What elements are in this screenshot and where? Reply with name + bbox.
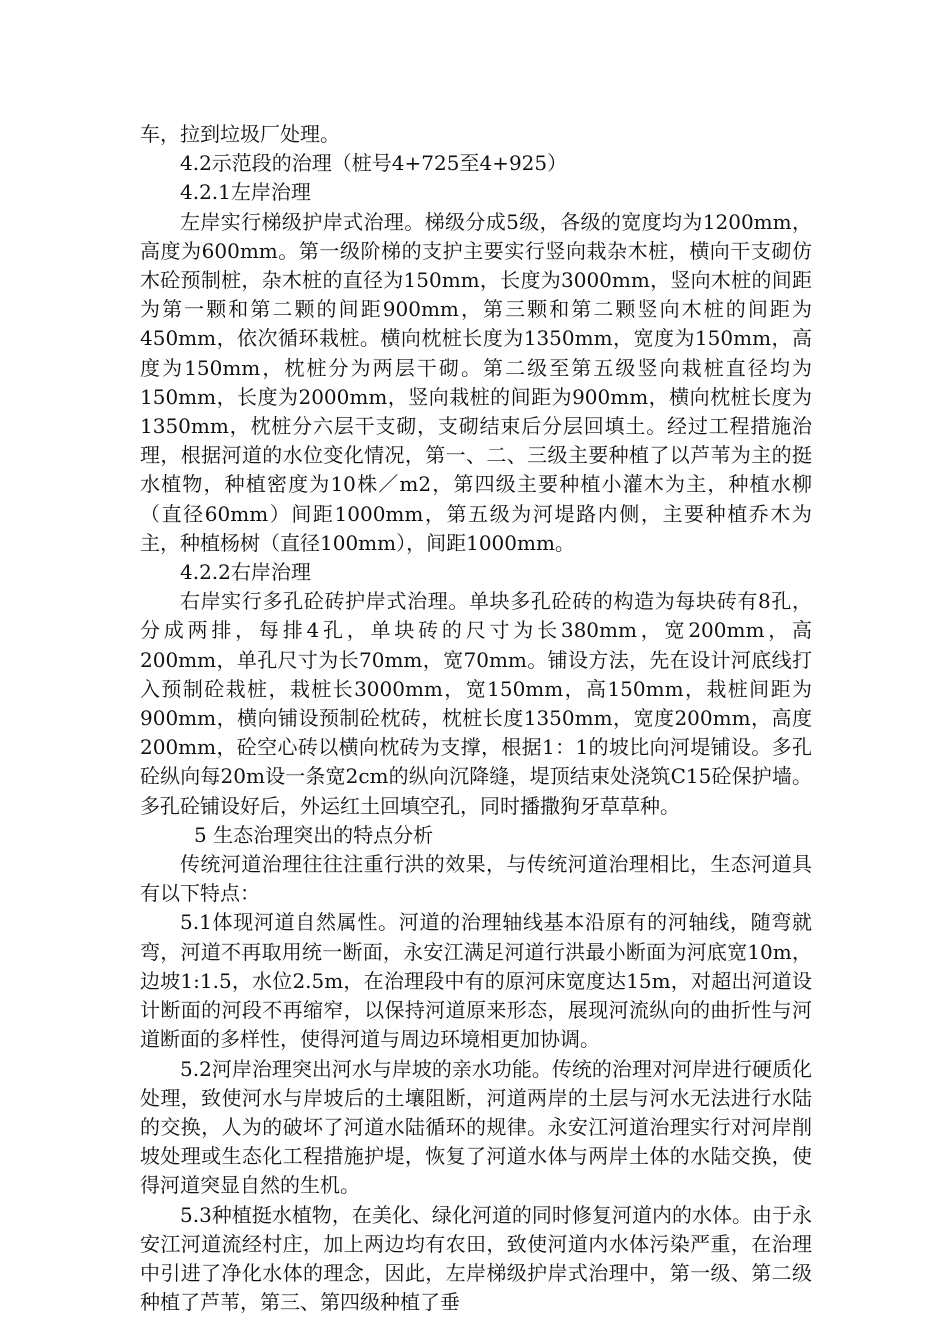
section-heading-5: 5 生态治理突出的特点分析 <box>194 822 434 847</box>
paragraph-5-3: 5.3种植挺水植物，在美化、绿化河道的同时修复河道内的水体。由于永安江河道流经村庄，加上两边均有农田，致使河道内水体污染严重，在治理中引进了净化水体的理念，因此，左岸梯级护岸式治理中，第一级、第二级种植了芦苇，第三、第四级种植了垂 <box>140 1202 812 1315</box>
paragraph-intro-features: 传统河道治理往往注重行洪的效果，与传统河道治理相比，生态河道具有以下特点： <box>140 852 812 906</box>
paragraph-right-bank: 右岸实行多孔砼砖护岸式治理。单块多孔砼砖的构造为每块砖有8孔，分成两排，每排4孔，单块砖的尺寸为长380mm，宽200mm，高200mm，单孔尺寸为长70mm，宽70mm。铺设方法，先在设计河底线打入预制砼栽桩，栽桩长3000mm，宽150mm，高150mm，栽桩间距为900mm，横向铺设预制砼枕砖，枕桩长度1350mm，宽度200mm，高度200mm，砼空心砖以横向枕砖为支撑，根据1：1的坡比向河堤铺设。多孔砼纵向每20m设一条宽2cm的纵向沉降缝，堤顶结束处浇筑C15砼保护墙。多孔砼铺设好后，外运红土回填空孔，同时播撒狗牙草草种。 <box>140 589 812 818</box>
subsection-heading-4-2-2: 4.2.2右岸治理 <box>180 560 311 585</box>
document-body <box>140 120 812 1317</box>
subsection-heading-4-2-1: 4.2.1左岸治理 <box>180 180 311 205</box>
paragraph-5-2: 5.2河岸治理突出河水与岸坡的亲水功能。传统的治理对河岸进行硬质化处理，致使河水与岸坡后的土壤阻断，河道两岸的土层与河水无法进行水陆的交换，人为的破坏了河道水陆循环的规律。永安江河道治理实行对河岸削坡处理或生态化工程措施护堤，恢复了河道水体与两岸土体的水陆交换，使得河道突显自然的生机。 <box>140 1056 812 1198</box>
paragraph-continuation: 车，拉到垃圾厂处理。 <box>140 122 340 146</box>
section-heading-4-2: 4.2示范段的治理（桩号4+725至4+925） <box>180 151 568 176</box>
paragraph-left-bank: 左岸实行梯级护岸式治理。梯级分成5级，各级的宽度均为1200mm，高度为600mm。第一级阶梯的支护主要实行竖向栽杂木桩，横向干支砌仿木砼预制桩，杂木桩的直径为150mm，长度为3000mm，竖向木桩的间距为第一颗和第二颗的间距900mm，第三颗和第二颗竖向木桩的间距为450mm，依次循环栽桩。横向枕桩长度为1350mm，宽度为150mm，高度为150mm，枕桩分为两层干砌。第二级至第五级竖向栽桩直径均为150mm，长度为2000mm，竖向栽桩的间距为900mm，横向枕桩长度为1350mm，枕桩分六层干支砌，支砌结束后分层回填土。经过工程措施治理，根据河道的水位变化情况，第一、二、三级主要种植了以芦苇为主的挺水植物，种植密度为10株／m2，第四级主要种植小灌木为主，种植水柳（直径60mm）间距1000mm，第五级为河堤路内侧，主要种植乔木为主，种植杨树（直径100mm），间距1000mm。 <box>140 209 812 555</box>
paragraph-5-1: 5.1体现河道自然属性。河道的治理轴线基本沿原有的河轴线，随弯就弯，河道不再取用统一断面，永安江满足河道行洪最小断面为河底宽10m，边坡1:1.5，水位2.5m，在治理段中有的原河床宽度达15m，对超出河道设计断面的河段不再缩窄，以保持河道原来形态，展现河流纵向的曲折性与河道断面的多样性，使得河道与周边环境相更加协调。 <box>140 910 812 1052</box>
